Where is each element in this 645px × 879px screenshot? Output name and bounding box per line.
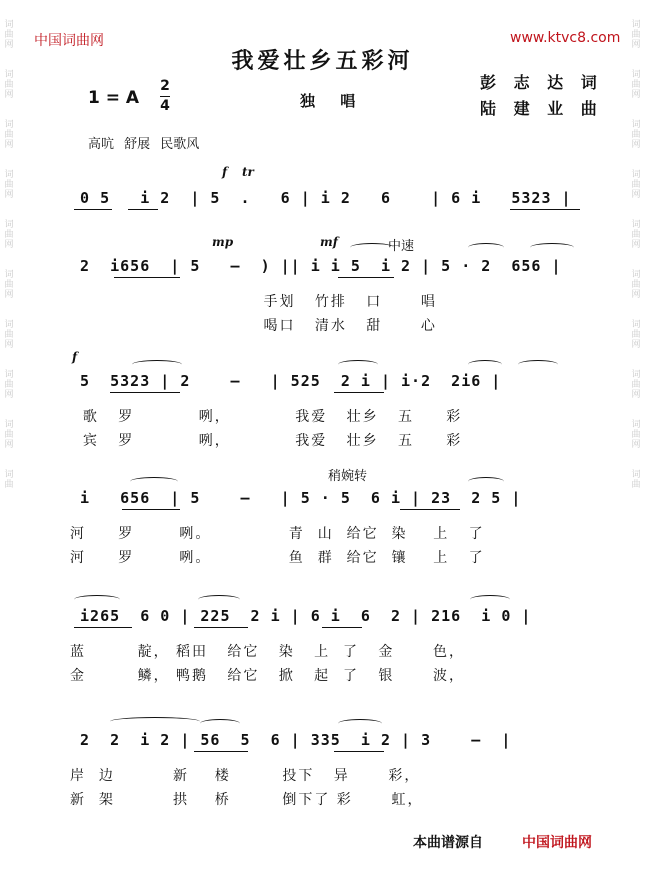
score-system-6 (70, 705, 585, 815)
meter-top: 2 (160, 78, 170, 94)
watermark-glyph: 词 (4, 170, 14, 180)
watermark-glyph: 网 (4, 390, 14, 400)
watermark-glyph: 词 (631, 20, 641, 30)
lyricist-credit: 彭 志 达 词 (480, 73, 603, 92)
watermark-glyph: 网 (631, 140, 641, 150)
watermark-glyph: 网 (4, 190, 14, 200)
source-site-link[interactable]: 中国词曲网 (522, 835, 592, 851)
watermark-glyph: 网 (631, 190, 641, 200)
watermark-glyph: 词 (631, 270, 641, 280)
watermark-glyph: 词 (631, 420, 641, 430)
meter-bottom: 4 (160, 98, 170, 114)
watermark-glyph: 曲 (4, 230, 14, 240)
song-title: 我爱壮乡五彩河 (231, 48, 414, 74)
lyrics-verse-1: 河 罗 咧。 青 山 给它 染 上 了 (70, 526, 485, 542)
watermark-glyph: 词 (4, 270, 14, 280)
watermark-glyph: 曲 (631, 230, 641, 240)
watermark-glyph: 曲 (4, 180, 14, 190)
watermark-glyph: 词 (4, 420, 14, 430)
trill-mark: tr (242, 165, 254, 179)
lyrics-verse-1: 岸 边 新 楼 投下 异 彩， (70, 768, 421, 784)
watermark-glyph: 曲 (631, 180, 641, 190)
source-label: 本曲谱源自 (413, 835, 483, 851)
watermark-glyph: 词 (4, 470, 14, 480)
dynamic-mark: f (72, 350, 78, 364)
score-system-3 (70, 350, 585, 450)
key-signature: 1 = A (88, 88, 140, 108)
watermark-glyph: 曲 (4, 480, 14, 490)
watermark-glyph: 曲 (631, 430, 641, 440)
watermark-glyph: 网 (631, 90, 641, 100)
watermark-glyph: 网 (4, 340, 14, 350)
performance-type: 独 唱 (300, 92, 366, 110)
notation-line: i 656 | 5 — | 5 · 5 6 i | 23 2 5 | (70, 489, 522, 507)
tempo-marking: 稍婉转 (328, 469, 368, 484)
watermark-glyph: 网 (631, 240, 641, 250)
watermark-glyph: 网 (4, 240, 14, 250)
watermark-glyph: 词 (4, 20, 14, 30)
watermark-glyph: 曲 (4, 430, 14, 440)
watermark-glyph: 网 (631, 440, 641, 450)
lyrics-verse-2: 河 罗 咧。 鱼 群 给它 镶 上 了 (70, 550, 485, 566)
watermark-glyph: 网 (631, 40, 641, 50)
notation-line: 2 i656 | 5 — ) || i i 5 i 2 | 5 · 2 656 | (70, 257, 562, 275)
style-marking: 高吭 舒展 民歌风 (88, 137, 200, 152)
watermark-glyph: 词 (631, 370, 641, 380)
watermark-glyph: 曲 (4, 80, 14, 90)
lyrics-verse-1: 手划 竹排 口 唱 (70, 294, 437, 310)
lyrics-verse-2: 喝口 清水 甜 心 (70, 318, 437, 334)
watermark-glyph: 网 (4, 40, 14, 50)
right-watermark-border (627, 0, 645, 879)
watermark-glyph: 词 (4, 70, 14, 80)
watermark-glyph: 曲 (631, 30, 641, 40)
lyrics-verse-2: 金 鳞， 鸭鹅 给它 掀 起 了 银 波， (70, 668, 466, 684)
composer-credit: 陆 建 业 曲 (480, 99, 603, 118)
watermark-glyph: 曲 (4, 280, 14, 290)
score-system-4 (70, 465, 585, 565)
watermark-glyph: 词 (4, 220, 14, 230)
watermark-glyph: 曲 (631, 330, 641, 340)
notation-line: i265 6 0 | 225 2 i | 6 i 6 2 | 216 i 0 | (70, 607, 532, 625)
watermark-glyph: 词 (4, 320, 14, 330)
notation-line: 0 5 i 2 | 5 . 6 | i 2 6 | 6 i 5323 | (70, 189, 572, 207)
watermark-glyph: 曲 (4, 380, 14, 390)
watermark-glyph: 网 (4, 440, 14, 450)
watermark-glyph: 曲 (4, 330, 14, 340)
watermark-glyph: 词 (631, 320, 641, 330)
lyrics-verse-2: 宾 罗 咧， 我爱 壮乡 五 彩 (70, 433, 463, 449)
score-system-2 (70, 235, 585, 335)
left-watermark-border (0, 0, 18, 879)
dynamic-mark: f (222, 165, 228, 179)
watermark-glyph: 曲 (631, 80, 641, 90)
time-signature (160, 78, 170, 115)
watermark-glyph: 词 (631, 70, 641, 80)
tempo-marking: 中速 (388, 239, 415, 254)
watermark-glyph: 曲 (631, 380, 641, 390)
notation-line: 2 2 i 2 | 56 5 6 | 335 i 2 | 3 — | (70, 731, 512, 749)
score-system-1 (70, 165, 585, 225)
watermark-glyph: 网 (4, 140, 14, 150)
watermark-glyph: 词 (4, 370, 14, 380)
watermark-glyph: 词 (631, 120, 641, 130)
watermark-glyph: 曲 (4, 30, 14, 40)
watermark-glyph: 网 (631, 290, 641, 300)
watermark-glyph: 词 (631, 220, 641, 230)
watermark-glyph: 曲 (631, 480, 641, 490)
watermark-glyph: 词 (4, 120, 14, 130)
site-logo-left[interactable]: 中国词曲网 (34, 33, 104, 49)
lyrics-verse-1: 蓝 靛， 稻田 给它 染 上 了 金 色， (70, 644, 466, 660)
watermark-glyph: 词 (631, 170, 641, 180)
dynamic-mark: mf (320, 235, 338, 249)
watermark-glyph: 网 (631, 340, 641, 350)
score-system-5 (70, 585, 585, 685)
dynamic-mark: mp (212, 235, 234, 249)
watermark-glyph: 网 (4, 90, 14, 100)
watermark-glyph: 网 (4, 290, 14, 300)
lyrics-verse-1: 歌 罗 咧， 我爱 壮乡 五 彩 (70, 409, 463, 425)
site-url-right[interactable]: www.ktvc8.com (510, 30, 621, 46)
lyrics-verse-2: 新 架 拱 桥 倒下了 彩 虹， (70, 792, 424, 808)
watermark-glyph: 曲 (4, 130, 14, 140)
watermark-glyph: 词 (631, 470, 641, 480)
watermark-glyph: 网 (631, 390, 641, 400)
watermark-glyph: 曲 (631, 130, 641, 140)
watermark-glyph: 曲 (631, 280, 641, 290)
notation-line: 5 5323 | 2 — | 525 2 i | i·2 2i6 | (70, 372, 502, 390)
